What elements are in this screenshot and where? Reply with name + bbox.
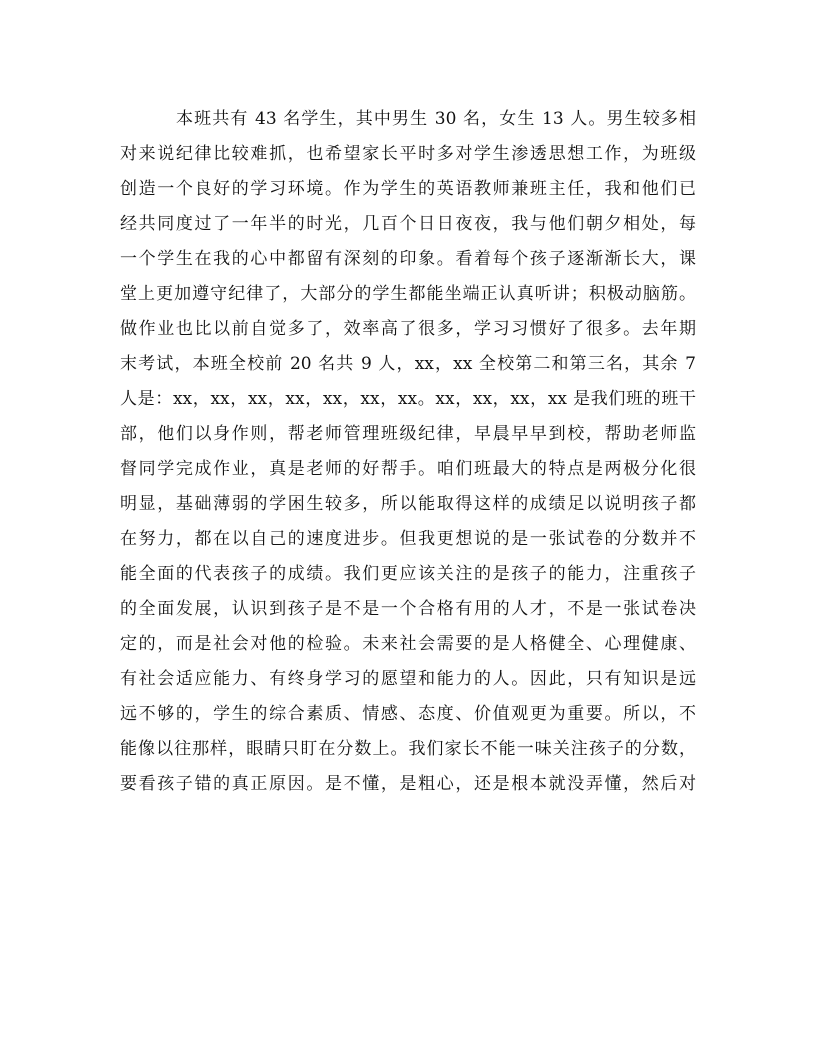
text-line: 人是：xx，xx，xx，xx，xx，xx，xx。xx，xx，xx，xx 是我们班的班干 [120,389,696,409]
text-line: 明显，基础薄弱的学困生较多，所以能取得这样的成绩足以说明孩子都 [120,494,696,514]
text-line: 对来说纪律比较难抓，也希望家长平时多对学生渗透思想工作，为班级 [120,144,696,164]
text-line: 堂上更加遵守纪律了，大部分的学生都能坐端正认真听讲；积极动脑筋。 [120,284,696,304]
text-line: 本班共有 43 名学生，其中男生 30 名，女生 13 人。男生较多相 [176,109,696,129]
text-line: 的全面发展，认识到孩子是不是一个合格有用的人才，不是一张试卷决 [120,599,696,619]
text-line: 在努力，都在以自己的速度进步。但我更想说的是一张试卷的分数并不 [120,529,696,549]
text-line: 能像以往那样，眼睛只盯在分数上。我们家长不能一味关注孩子的分数， [120,739,696,759]
text-line: 部，他们以身作则，帮老师管理班级纪律，早晨早早到校，帮助老师监 [120,424,696,444]
paragraph [120,102,696,802]
text-line: 定的，而是社会对他的检验。未来社会需要的是人格健全、心理健康、 [120,634,696,654]
text-line: 做作业也比以前自觉多了，效率高了很多，学习习惯好了很多。去年期 [120,319,696,339]
text-line: 末考试，本班全校前 20 名共 9 人，xx，xx 全校第二和第三名，其余 7 [120,354,696,374]
text-line: 有社会适应能力、有终身学习的愿望和能力的人。因此，只有知识是远 [120,669,696,689]
text-line: 创造一个良好的学习环境。作为学生的英语教师兼班主任，我和他们已 [120,179,696,199]
text-line: 远不够的，学生的综合素质、情感、态度、价值观更为重要。所以，不 [120,704,696,724]
text-line: 经共同度过了一年半的时光，几百个日日夜夜，我与他们朝夕相处，每 [120,214,696,234]
text-line: 要看孩子错的真正原因。是不懂，是粗心，还是根本就没弄懂，然后对 [120,774,696,794]
text-line: 一个学生在我的心中都留有深刻的印象。看着每个孩子逐渐渐长大，课 [120,249,696,269]
text-line: 能全面的代表孩子的成绩。我们更应该关注的是孩子的能力，注重孩子 [120,564,696,584]
text-line: 督同学完成作业，真是老师的好帮手。咱们班最大的特点是两极分化很 [120,459,696,479]
